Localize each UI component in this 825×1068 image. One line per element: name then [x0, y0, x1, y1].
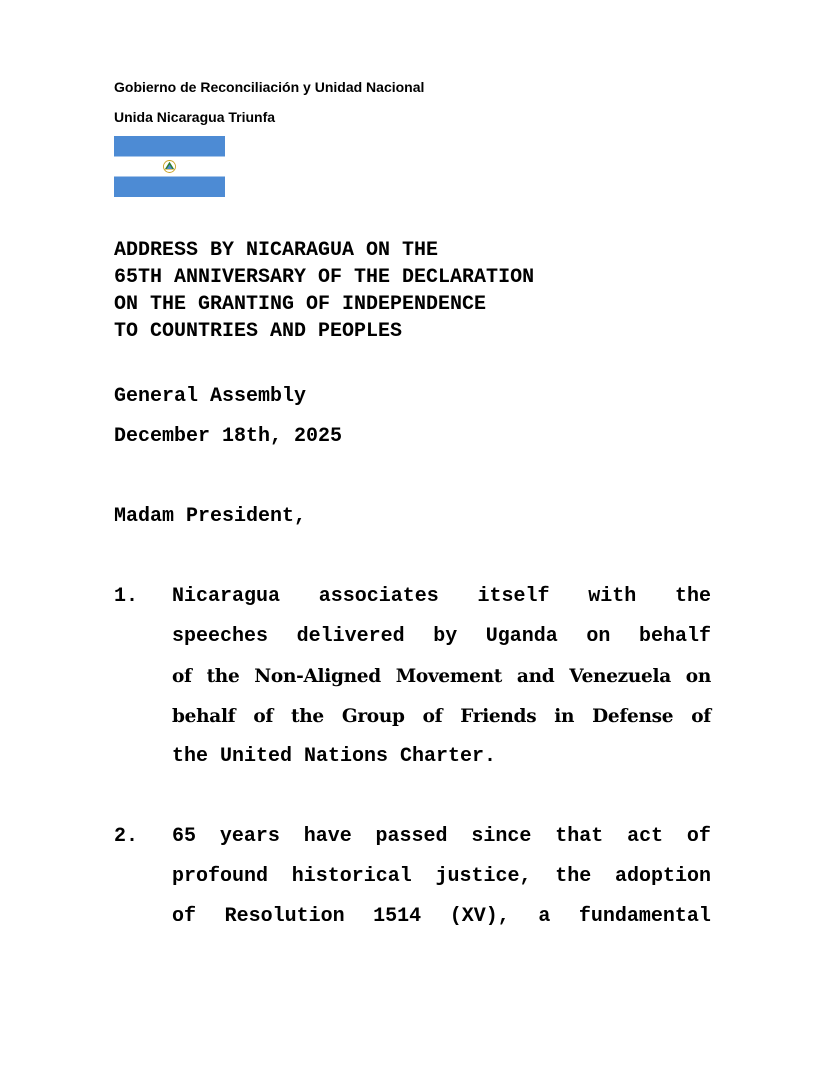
word: profound — [172, 865, 269, 888]
word: itself — [477, 585, 550, 608]
word: in — [554, 706, 575, 727]
word: on — [586, 625, 611, 648]
title-line: ON THE GRANTING OF INDEPENDENCE — [114, 293, 487, 316]
paragraph-line — [172, 817, 711, 857]
paragraph-line — [172, 657, 711, 697]
paragraph-body — [172, 577, 711, 777]
word: Friends — [460, 706, 537, 727]
word: Uganda — [485, 625, 558, 648]
word: of — [686, 825, 711, 848]
word: years — [219, 825, 280, 848]
word: fundamental — [578, 905, 711, 928]
word: of — [172, 905, 197, 928]
word: Movement — [395, 666, 503, 687]
word: passed — [375, 825, 448, 848]
word: since — [471, 825, 532, 848]
word: 1514 — [373, 905, 422, 928]
word: the — [555, 865, 592, 888]
word: historical — [291, 865, 412, 888]
word: delivered — [296, 625, 405, 648]
word: justice, — [435, 865, 532, 888]
government-name: Gobierno de Reconciliación y Unidad Nacional — [114, 79, 425, 95]
title-line: 65TH ANNIVERSARY OF THE DECLARATION — [114, 266, 535, 289]
paragraph-line — [172, 577, 711, 617]
title-line: TO COUNTRIES AND PEOPLES — [114, 320, 403, 343]
paragraph-number: 2. — [114, 825, 139, 848]
word: Nicaragua — [172, 585, 281, 608]
word: act — [627, 825, 664, 848]
word: Resolution — [224, 905, 345, 928]
word: of — [422, 706, 443, 727]
word: Defense — [592, 706, 674, 727]
word: adoption — [614, 865, 711, 888]
word: that — [555, 825, 604, 848]
government-slogan: Unida Nicaragua Triunfa — [114, 109, 276, 125]
assembly-name: General Assembly — [114, 385, 307, 408]
word: speeches — [172, 625, 269, 648]
word: the — [290, 706, 324, 727]
word: the — [674, 585, 711, 608]
paragraph-line — [172, 617, 711, 657]
word: on — [685, 666, 711, 687]
word: have — [303, 825, 352, 848]
word: of — [172, 666, 192, 687]
word: Venezuela — [569, 666, 671, 687]
word: the — [206, 666, 240, 687]
word: and — [516, 666, 555, 687]
document-title — [114, 237, 534, 345]
paragraph-line: the United Nations Charter. — [172, 745, 497, 768]
salutation: Madam President, — [114, 505, 307, 528]
word: (XV), — [449, 905, 510, 928]
word: by — [433, 625, 458, 648]
paragraph-line — [172, 897, 711, 937]
paragraph-line — [172, 697, 711, 737]
word: behalf — [638, 625, 711, 648]
word: a — [538, 905, 551, 928]
paragraph-line — [172, 857, 711, 897]
paragraph-number: 1. — [114, 585, 139, 608]
title-line: ADDRESS BY NICARAGUA ON THE — [114, 239, 439, 262]
word: behalf — [172, 706, 236, 727]
word: associates — [318, 585, 439, 608]
word: of — [253, 706, 274, 727]
document-date: December 18th, 2025 — [114, 425, 343, 448]
word: with — [588, 585, 637, 608]
word: 65 — [172, 825, 197, 848]
nicaragua-flag-icon — [114, 136, 225, 197]
paragraph-body — [172, 817, 711, 937]
word: Group — [341, 706, 405, 727]
word: of — [691, 706, 711, 727]
word: Non-Aligned — [254, 666, 381, 687]
